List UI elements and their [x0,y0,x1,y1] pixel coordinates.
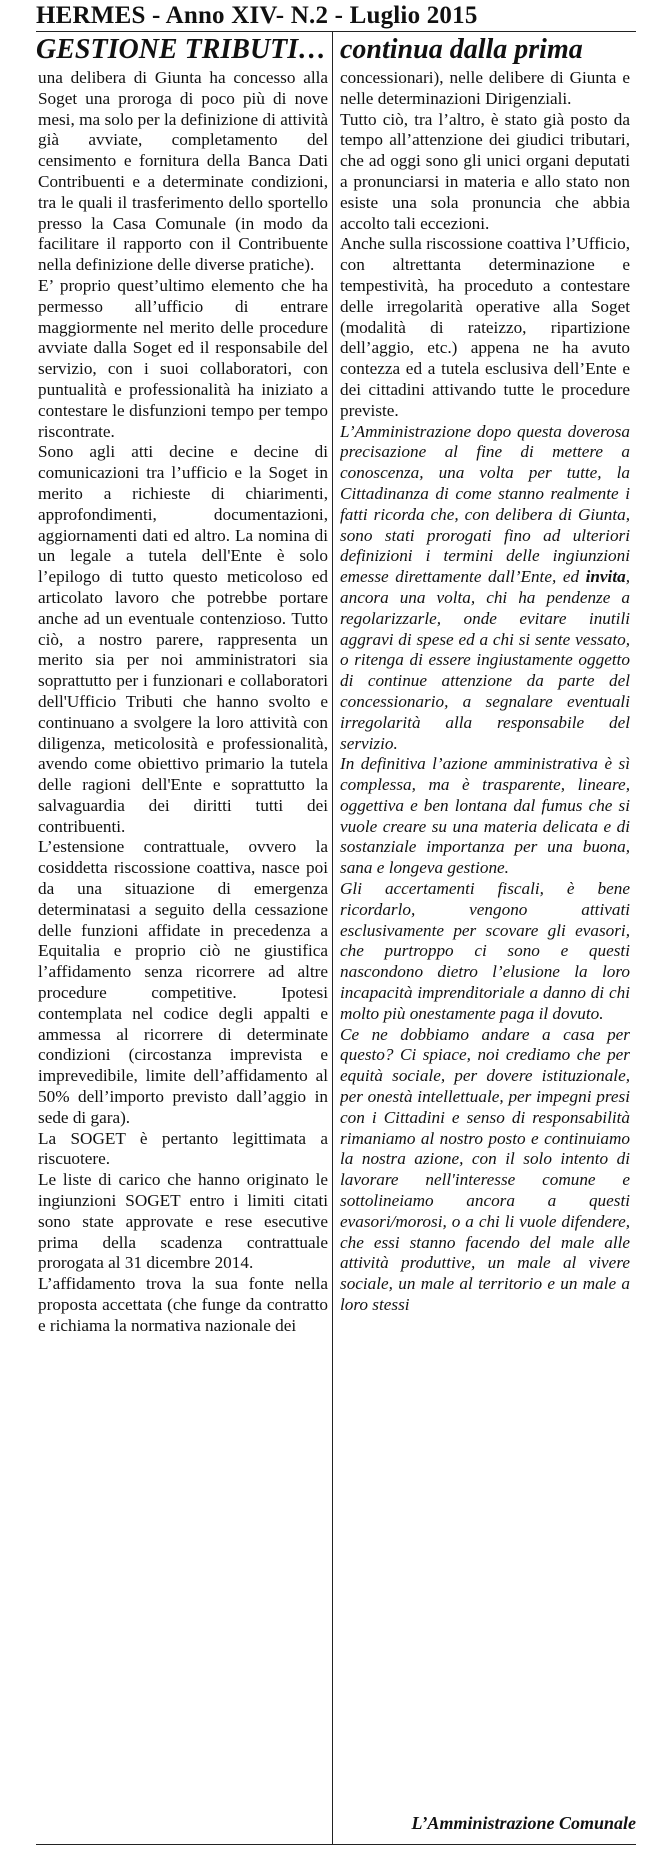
paragraph: una delibera di Giunta ha concesso alla Soget una proroga di poco più di nove mesi, ma solo per la definizione di attività già avviate, completamento del censimento e fornitura della Banca Dati Contribuenti e a determinate condizioni, tra le quali il trasferimento dello sportello presso la Casa Comunale (in modo da facilitare il rapporto con il Contribuente nella definizione delle diverse pratiche). [38,68,328,275]
emphasis-word: invita [585,567,626,587]
column-divider [332,31,333,1844]
paragraph: Tutto ciò, tra l’altro, è stato già posto da tempo all’attenzione dei giudici tributari, che ad oggi sono gli unici organi deputati a pronunciarsi in materia e allo stato non esiste una sola pronuncia che abbia accolto tali eccezioni. [340,109,630,233]
paragraph: Le liste di carico che hanno originato le ingiunzioni SOGET entro i limiti citati sono state approvate e rese esecutive prima della scadenza contrattuale prorogata al 31 dicembre 2014. [38,1170,328,1273]
italic-paragraph: In definitiva l’azione amministrativa è sì complessa, ma è trasparente, lineare, oggettiva e ben lontana dal fumus che si vuole creare su una materia delicata e di sostanziale importanza per una buona, sana e longeva gestione. [340,754,630,878]
masthead: HERMES - Anno XIV- N.2 - Luglio 2015 [36,2,478,29]
italic-paragraph [340,422,630,755]
paragraph: E’ proprio quest’ultimo elemento che ha permesso all’ufficio di entrare maggiormente nel merito delle procedure avviate dalla Soget ed il responsabile del servizio, con i suoi collaboratori, con puntualità e professionalità ha iniziato a contestare le disfunzioni tempo per tempo riscontrate. [38,275,328,441]
paragraph: Sono agli atti decine e decine di comunicazioni tra l’ufficio e la Soget in merito a richieste di chiarimenti, approfondimenti, documentazioni, aggiornamenti dati ed altro. La nomina di un legale a tutela dell'Ente è solo l’epilogo di tutto questo meticoloso ed articolato lavoro che potrebbe portare anche ad un eventuale contenzioso. Tutto ciò, a nostro parere, rappresenta un merito sia per noi amministratori sia soprattutto per i funzionari e collaboratori dell'Ufficio Tributi che hanno svolto e continuano a svolgere la loro attività con diligenza, meticolosità e professionalità, avendo come obiettivo primario la tutela delle ragioni dell'Ente e soprattutto la salvaguardia dei diritti tutti dei contribuenti. [38,442,328,836]
italic-paragraph: Ce ne dobbiamo andare a casa per questo? Ci spiace, noi crediamo che per equità sociale, per dovere istituzionale, per onestà intellettuale, per impegni presi con i Cittadini e senso di responsabilità rimaniamo al nostro posto e continuiamo la nostra azione, con il solo intento di lavorare nell'interesse comune e sottolineiamo ancora a questi evasori/morosi, o a chi li vuole difendere, che essi stanno facendo del male alle attività produttive, un male al vivere sociale, un male al territorio e un male a loro stessi [340,1024,630,1315]
paragraph: Anche sulla riscossione coattiva l’Ufficio, con altrettanta determinazione e tempestività, ha proceduto a contestare delle irregolarità operative alla Soget (modalità di rateizzo, ripartizione dell’aggio, etc.) appena ne ha avuto contezza ed a tutela esclusiva dell’Ente e dei cittadini attivando tutte le procedure previste. [340,234,630,420]
bottom-rule [36,1844,636,1845]
article-title: GESTIONE TRIBUTI… [36,34,327,65]
paragraph: L’affidamento trova la sua fonte nella proposta accettata (che funge da contratto e richiama la normativa nazionale dei [38,1274,328,1335]
paragraph: concessionari), nelle delibere di Giunta e nelle determinazioni Dirigenziali. [340,68,630,108]
left-column [38,68,328,1844]
paragraph: L’estensione contrattuale, ovvero la cosiddetta riscossione coattiva, nasce poi da una situazione di emergenza determinatasi a seguito della cessazione delle funzioni affidate in precedenza a Equitalia e proprio ciò ne giustifica l’affidamento senza ricorrere ad altre procedure competitive. Ipotesi contemplata nel codice degli appalti e ammessa al ricorrere di determinate condizioni (circostanza imprevista e imprevedibile, limite dell’affidamento al 50% dell’importo previsto dall’aggio in sede di gara). [38,837,328,1127]
top-rule [36,31,636,32]
right-column [340,68,630,1844]
paragraph: La SOGET è pertanto legittimata a riscuotere. [38,1128,328,1169]
italic-paragraph: Gli accertamenti fiscali, è bene ricordarlo, vengono attivati esclusivamente per scovare gli evasori, che purtroppo ci sono e questi nascondono dietro l’elusione la loro incapacità imprenditoriale a danno di chi molto più onestamente paga il dovuto. [340,879,630,1023]
signature: L’Amministrazione Comunale [411,1813,636,1833]
italic-text: L’Amministrazione dopo questa doverosa precisazione al fine di mettere a conoscenza, una volta per tutte, la Cittadinanza di come stanno realmente i fatti ricorda che, con delibera di Giunta, sono stati prorogati fino ad ulteriori definizioni i termini delle ingiunzioni emesse direttamente dall’Ente, ed [340,421,630,587]
italic-text: , ancora una volta, chi ha pendenze a regolarizzarle, onde evitare inutili aggravi di spese ed a chi si sente vessato, o ritenga di essere ingiustamente oggetto di continue attenzione da parte del concessionario, a segnalare eventuali irregolarità alla responsabile del servizio. [340,567,630,753]
continuation-heading: continua dalla prima [340,34,583,65]
